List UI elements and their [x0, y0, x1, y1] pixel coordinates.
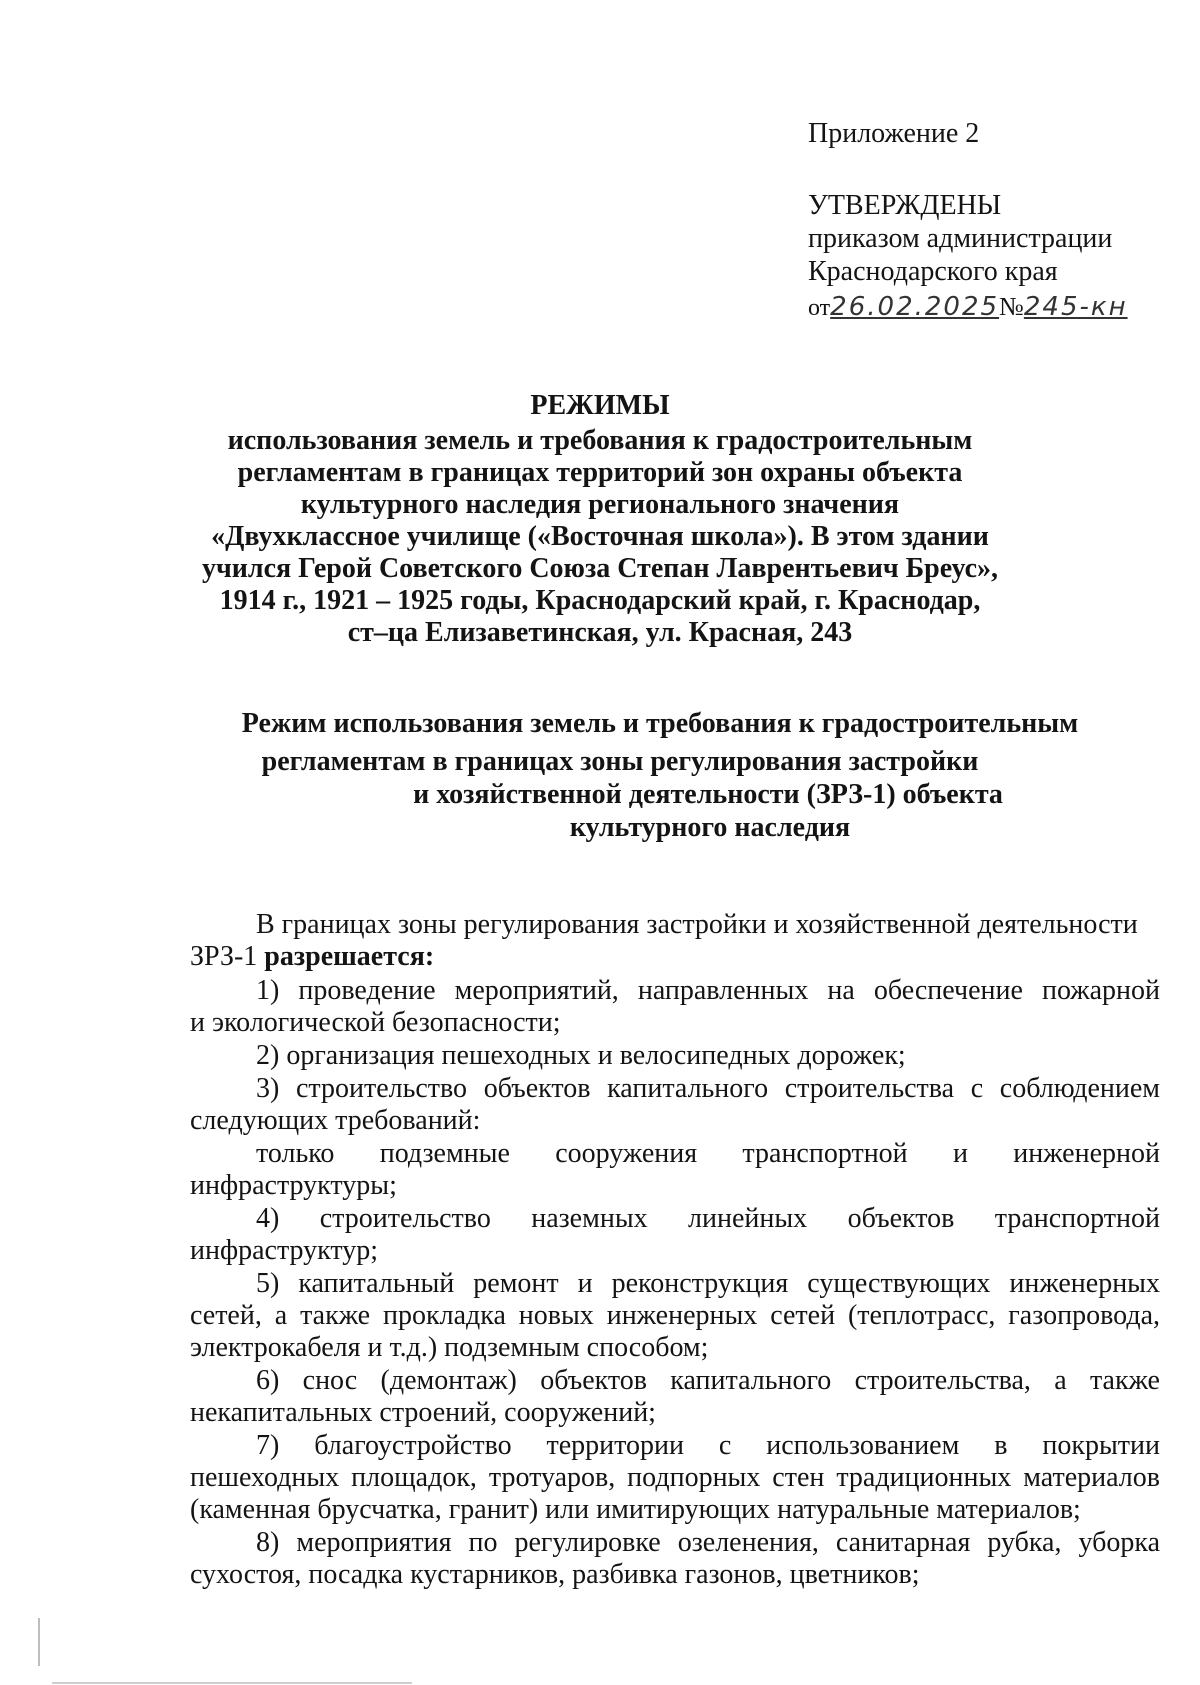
- title-line: учился Герой Советского Союза Степан Лаврентьевич Бреус»,: [201, 553, 999, 584]
- intro-paragraph: В границах зоны регулирования застройки и хозяйственной деятельности: [256, 909, 1138, 940]
- list-item-cont: электрокабеля и т.д.) подземным способом;: [190, 1332, 709, 1363]
- list-subitem-cont: инфраструктуры;: [190, 1170, 397, 1201]
- handwritten-date: 26.02.2025: [830, 292, 1000, 322]
- section-heading-line: Режим использования земель и требования к градостроительным: [241, 708, 1079, 739]
- list-item: 6) снос (демонтаж) объектов капитального строительства, а также: [256, 1365, 1160, 1396]
- list-item-cont: некапитальных строений, сооружений;: [190, 1397, 656, 1428]
- list-item: 7) благоустройство территории с использованием в покрытии: [256, 1430, 1160, 1461]
- title-line: 1914 г., 1921 – 1925 годы, Краснодарский край, г. Краснодар,: [219, 585, 981, 616]
- section-heading-line: регламентам в границах зоны регулирования застройки: [261, 746, 979, 777]
- handwritten-number: 245-кн: [1023, 292, 1128, 322]
- list-item: 2) организация пешеходных и велосипедных дорожек;: [256, 1040, 906, 1071]
- approved-label: УТВЕРЖДЕНЫ: [808, 190, 1002, 221]
- list-item: 4) строительство наземных линейных объектов транспортной: [256, 1203, 1160, 1234]
- list-item-cont: инфраструктур;: [190, 1235, 379, 1266]
- list-subitem: только подземные сооружения транспортной и инженерной: [256, 1138, 1160, 1169]
- title-line: регламентам в границах территорий зон охраны объекта: [237, 457, 963, 488]
- intro-paragraph-cont: ЗРЗ-1 разрешается:: [190, 941, 435, 972]
- title-line: ст–ца Елизаветинская, ул. Красная, 243: [347, 617, 853, 648]
- list-item: 1) проведение мероприятий, направленных на обеспечение пожарной: [256, 975, 1160, 1006]
- title-line: использования земель и требования к градостроительным: [227, 425, 973, 456]
- title-heading: РЕЖИМЫ: [530, 390, 670, 421]
- number-prefix: №: [999, 292, 1024, 321]
- list-item-cont: пешеходных площадок, тротуаров, подпорных стен традиционных материалов: [190, 1462, 1160, 1493]
- permitted-label: разрешается:: [264, 941, 435, 972]
- list-item: 3) строительство объектов капитального строительства с соблюдением: [256, 1073, 1160, 1104]
- section-heading-line: и хозяйственной деятельности (ЗРЗ-1) объекта: [413, 779, 1003, 810]
- order-date-number: [808, 292, 1128, 323]
- scan-edge-mark: [38, 1618, 40, 1666]
- region-label: Краснодарского края: [808, 256, 1058, 287]
- list-item-cont: следующих требований:: [190, 1105, 481, 1136]
- section-heading-line: культурного наследия: [569, 812, 851, 843]
- title-line: культурного наследия регионального значения: [300, 489, 900, 520]
- title-line: «Двухклассное училище («Восточная школа»). В этом здании: [211, 521, 989, 552]
- date-prefix: от: [808, 295, 831, 321]
- list-item-cont: и экологической безопасности;: [190, 1007, 561, 1038]
- list-item: 5) капитальный ремонт и реконструкция существующих инженерных: [256, 1268, 1160, 1299]
- list-item-cont: сетей, а также прокладка новых инженерных сетей (теплотрасс, газопровода,: [190, 1300, 1160, 1331]
- list-item-cont: (каменная брусчатка, гранит) или имитирующих натуральные материалов;: [190, 1494, 1081, 1525]
- list-item-cont: сухостоя, посадка кустарников, разбивка газонов, цветников;: [190, 1559, 920, 1590]
- order-label: приказом администрации: [808, 223, 1113, 254]
- appendix-label: Приложение 2: [808, 118, 980, 149]
- list-item: 8) мероприятия по регулировке озеленения, санитарная рубка, уборка: [256, 1527, 1160, 1558]
- scan-bottom-line: [52, 1682, 412, 1684]
